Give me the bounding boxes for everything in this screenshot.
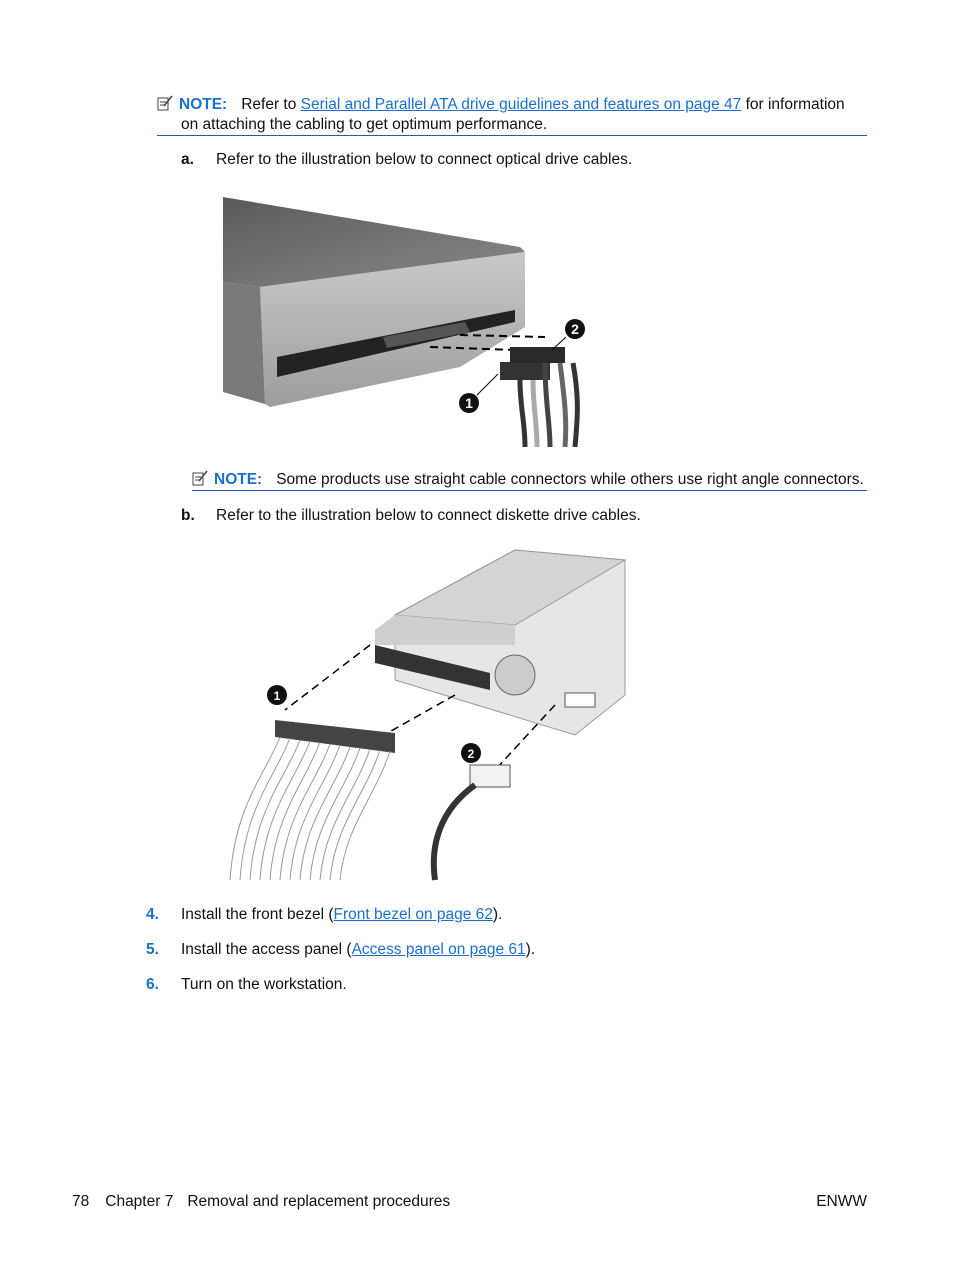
note-2 [192, 470, 867, 491]
note-label: NOTE: [179, 96, 228, 113]
front-bezel-link[interactable]: Front bezel on page 62 [333, 906, 493, 923]
sata-guidelines-link[interactable]: Serial and Parallel ATA drive guidelines and features on page 47 [300, 96, 742, 113]
step-4-suffix: ). [492, 906, 503, 923]
step-5 [146, 941, 846, 959]
step-6-number: 6. [146, 976, 159, 993]
access-panel-link[interactable]: Access panel on page 61 [351, 941, 526, 958]
note-pencil-icon [192, 470, 208, 486]
step-4-text: Install the front bezel ( [181, 906, 334, 923]
note-2-text: Some products use straight cable connectors while others use right angle connectors. [276, 471, 864, 488]
note-line-2: on attaching the cabling to get optimum performance. [181, 116, 548, 133]
page-number: 78 [72, 1193, 90, 1210]
step-6-text: Turn on the workstation. [181, 976, 347, 993]
step-b [181, 507, 881, 525]
note-pencil-icon [157, 95, 173, 111]
step-5-suffix: ). [525, 941, 536, 958]
step-5-number: 5. [146, 941, 159, 958]
callout-2: 2 [571, 321, 579, 337]
step-a [181, 151, 881, 169]
chapter-title: Removal and replacement procedures [187, 1193, 451, 1210]
note-prefix: Refer to [241, 96, 297, 113]
step-a-text: Refer to the illustration below to connect optical drive cables. [216, 151, 633, 168]
step-5-text: Install the access panel ( [181, 941, 352, 958]
step-6 [146, 976, 846, 994]
callout-1: 1 [465, 395, 473, 411]
page-footer [72, 1193, 867, 1211]
diskette-drive-illustration [225, 545, 630, 885]
footer-right: ENWW [816, 1193, 867, 1210]
optical-drive-illustration [215, 192, 595, 447]
callout-2: 2 [467, 747, 475, 761]
step-a-marker: a. [181, 151, 194, 168]
chapter-label: Chapter 7 [105, 1193, 174, 1210]
step-b-text: Refer to the illustration below to connect diskette drive cables. [216, 507, 641, 524]
note-label: NOTE: [214, 471, 263, 488]
note-1 [157, 95, 867, 136]
note-suffix: for information [745, 96, 845, 113]
step-4 [146, 906, 846, 924]
step-4-number: 4. [146, 906, 159, 923]
step-b-marker: b. [181, 507, 195, 524]
callout-1: 1 [273, 689, 281, 703]
